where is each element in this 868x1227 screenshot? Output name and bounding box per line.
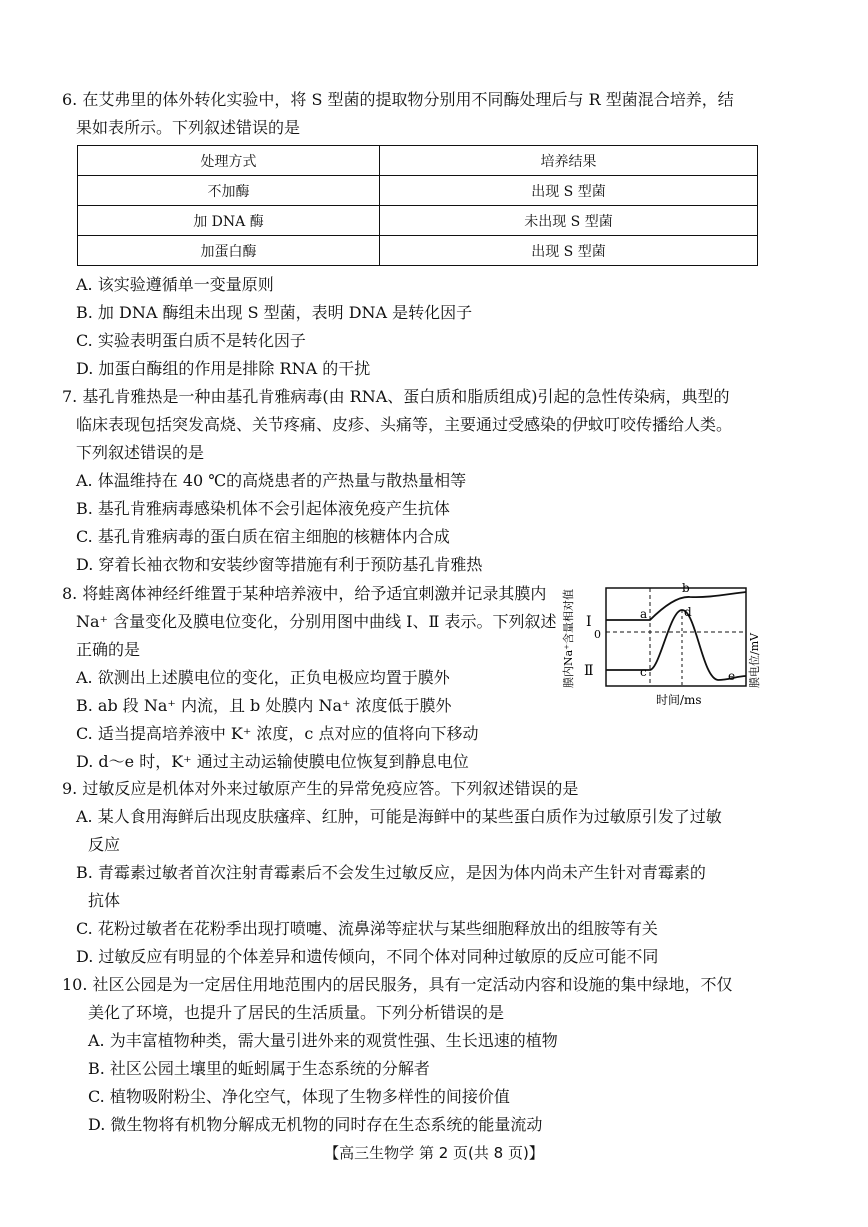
q10-stem-line-1: 10. 社区公园是为一定居住用地范围内的居民服务，具有一定活动内容和设施的集中绿地，不仅 (62, 975, 733, 994)
table-cell: 出现 S 型菌 (379, 176, 757, 206)
q8-option-b: B. ab 段 Na⁺ 内流，且 b 处膜内 Na⁺ 浓度低于膜外 (76, 696, 452, 715)
q6-stem-line-1: 6. 在艾弗里的体外转化实验中，将 S 型菌的提取物分别用不同酶处理后与 R 型菌混合培养，结 (62, 90, 734, 109)
q10-option-a: A. 为丰富植物种类，需大量引进外来的观赏性强、生长迅速的植物 (88, 1031, 558, 1050)
x-axis-label: 时间/ms (656, 693, 702, 707)
q9-option-b: B. 青霉素过敏者首次注射青霉素后不会发生过敏反应，是因为体内尚未产生针对青霉素的 (76, 863, 706, 882)
q8-option-d: D. d～e 时，K⁺ 通过主动运输使膜电位恢复到静息电位 (76, 752, 469, 771)
q9-option-d: D. 过敏反应有明显的个体差异和遗传倾向，不同个体对同种过敏原的反应可能不同 (76, 947, 659, 966)
q7-option-d: D. 穿着长袖衣物和安装纱窗等措施有利于预防基孔肯雅热 (76, 555, 483, 574)
right-axis-label: 膜电位/mV (748, 632, 761, 688)
q8-stem-line-2: Na⁺ 含量变化及膜电位变化，分别用图中曲线 Ⅰ、Ⅱ 表示。下列叙述 (76, 612, 557, 631)
q8-figure (562, 580, 778, 710)
q9-option-b-cont: 抗体 (88, 891, 121, 910)
page-footer: 【高三生物学 第 2 页(共 8 页)】 (324, 1144, 544, 1162)
q9-option-a: A. 某人食用海鲜后出现皮肤瘙痒、红肿，可能是海鲜中的某些蛋白质作为过敏原引发了过敏 (76, 807, 722, 826)
q8-stem-line-3: 正确的是 (76, 640, 141, 659)
table-cell: 出现 S 型菌 (379, 236, 757, 266)
question-10 (62, 971, 822, 1139)
point-c-label: c (640, 665, 647, 679)
point-d-label: d (684, 605, 692, 619)
table-header-row (78, 146, 758, 176)
q7-option-c: C. 基孔肯雅病毒的蛋白质在宿主细胞的核糖体内合成 (76, 527, 450, 546)
q6-option-a: A. 该实验遵循单一变量原则 (76, 275, 274, 294)
q8-option-c: C. 适当提高培养液中 K⁺ 浓度，c 点对应的值将向下移动 (76, 724, 479, 743)
q6-option-c: C. 实验表明蛋白质不是转化因子 (76, 331, 306, 350)
q10-option-c: C. 植物吸附粉尘、净化空气，体现了生物多样性的间接价值 (88, 1087, 510, 1106)
left-axis-label: 膜内Na⁺含量相对值 (562, 589, 575, 688)
curve-1-label: Ⅰ (586, 614, 592, 630)
q7-option-a: A. 体温维持在 40 ℃的高烧患者的产热量与散热量相等 (76, 471, 467, 490)
table-row (78, 176, 758, 206)
figure-frame (606, 588, 746, 686)
q9-option-c: C. 花粉过敏者在花粉季出现打喷嚏、流鼻涕等症状与某些细胞释放出的组胺等有关 (76, 919, 658, 938)
q7-stem-line-1: 7. 基孔肯雅热是一种由基孔肯雅病毒(由 RNA、蛋白质和脂质组成)引起的急性传染病，典型的 (62, 387, 730, 406)
q10-stem-line-2: 美化了环境，也提升了居民的生活质量。下列分析错误的是 (88, 1003, 505, 1022)
point-a-label: a (640, 607, 648, 621)
q7-stem-line-3: 下列叙述错误的是 (76, 443, 205, 462)
q8-figure-svg (562, 580, 778, 710)
curve-2-label: Ⅱ (584, 663, 594, 679)
table-cell: 不加酶 (78, 176, 380, 206)
q10-option-d: D. 微生物将有机物分解成无机物的同时存在生态系统的能量流动 (88, 1115, 543, 1134)
table-cell: 加 DNA 酶 (78, 206, 380, 236)
q6-result-table (77, 145, 758, 266)
q6-option-b: B. 加 DNA 酶组未出现 S 型菌，表明 DNA 是转化因子 (76, 303, 473, 322)
q9-stem-line-1: 9. 过敏反应是机体对外来过敏原产生的异常免疫应答。下列叙述错误的是 (62, 779, 579, 798)
q10-option-b: B. 社区公园土壤里的蚯蚓属于生态系统的分解者 (88, 1059, 430, 1078)
table-header-cell: 培养结果 (379, 146, 757, 176)
point-e-label: e (728, 669, 736, 683)
question-7 (62, 383, 822, 579)
q6-stem-line-2: 果如表所示。下列叙述错误的是 (76, 118, 301, 137)
question-8 (62, 580, 582, 776)
table-cell: 加蛋白酶 (78, 236, 380, 266)
q7-option-b: B. 基孔肯雅病毒感染机体不会引起体液免疫产生抗体 (76, 499, 450, 518)
table-row (78, 236, 758, 266)
q8-stem-line-1: 8. 将蛙离体神经纤维置于某种培养液中，给予适宜刺激并记录其膜内 (62, 584, 547, 603)
q6-option-d: D. 加蛋白酶组的作用是排除 RNA 的干扰 (76, 359, 371, 378)
table-row (78, 206, 758, 236)
q6-options (62, 271, 822, 383)
point-b-label: b (682, 581, 690, 595)
table-cell: 未出现 S 型菌 (379, 206, 757, 236)
zero-label: 0 (594, 628, 601, 641)
table-header-cell: 处理方式 (78, 146, 380, 176)
q7-stem-line-2: 临床表现包括突发高烧、关节疼痛、皮疹、头痛等，主要通过受感染的伊蚊叮咬传播给人类。 (76, 415, 733, 434)
q9-option-a-cont: 反应 (88, 835, 121, 854)
question-9 (62, 775, 822, 971)
q8-option-a: A. 欲测出上述膜电位的变化，正负电极应均置于膜外 (76, 668, 450, 687)
question-6 (62, 86, 822, 142)
